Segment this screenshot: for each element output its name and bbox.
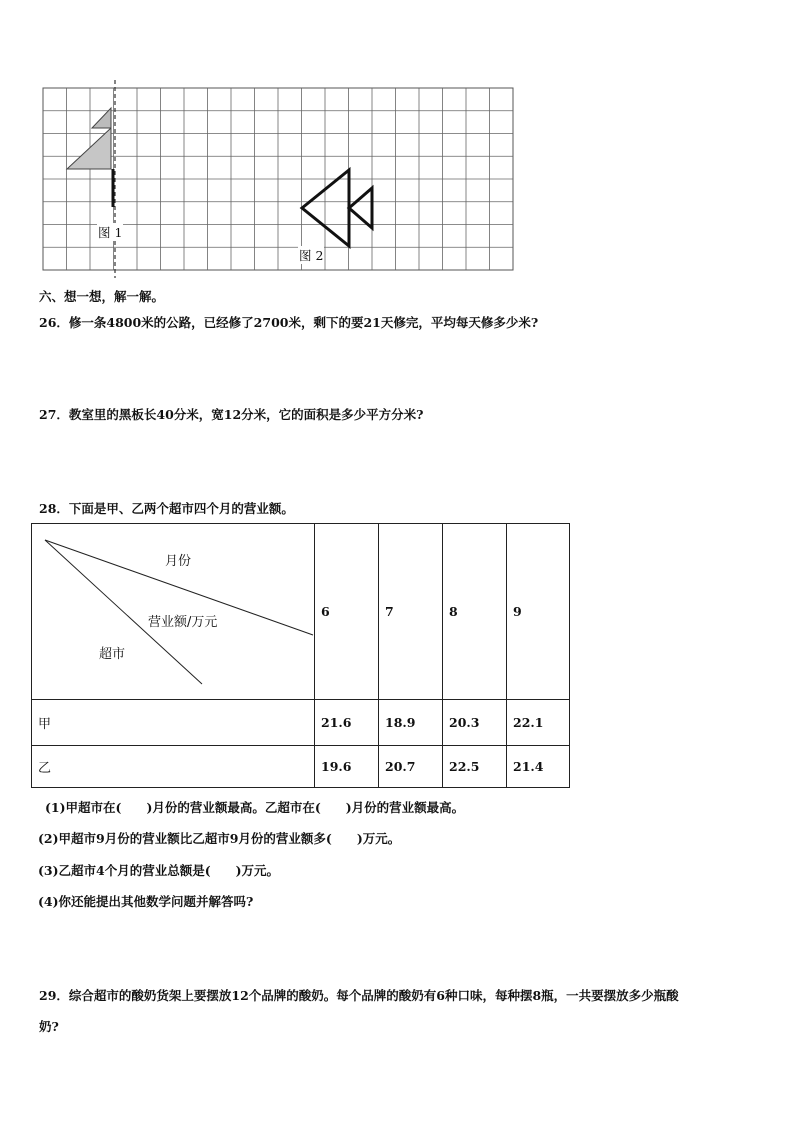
header-sales-label: 营业额/万元 [148,615,218,630]
question-28: 28．下面是甲、乙两个超市四个月的营业额。 [39,501,294,516]
store-name-cell: 乙 [32,746,315,788]
subquestion-2: (2)甲超市9月份的营业额比乙超市9月份的营业额多( )万元。 [38,831,401,846]
value-cell: 20.3 [443,700,507,746]
value-cell: 20.7 [379,746,443,788]
store-name-cell: 甲 [32,700,315,746]
table-row [32,700,570,746]
month-cell: 8 [443,524,507,700]
diagonal-header-cell [32,524,315,700]
value-cell: 22.1 [507,700,570,746]
sales-table [31,523,570,788]
value-cell: 22.5 [443,746,507,788]
subquestion-1: (1)甲超市在( )月份的营业额最高。乙超市在( )月份的营业额最高。 [45,800,465,815]
large-triangle [302,170,349,246]
value-cell: 18.9 [379,700,443,746]
value-cell: 21.6 [315,700,379,746]
subquestion-3: (3)乙超市4个月的营业总额是( )万元。 [38,863,280,878]
table-row [32,746,570,788]
header-store-label: 超市 [99,647,126,662]
question-27: 27．教室里的黑板长40分米，宽12分米，它的面积是多少平方分米? [39,407,424,422]
month-cell: 9 [507,524,570,700]
small-triangle [349,188,372,228]
question-29-line-1: 29．综合超市的酸奶货架上要摆放12个品牌的酸奶。每个品牌的酸奶有6种口味，每种摆8瓶，一共要摆放多少瓶酸 [39,988,679,1003]
figure-label-1: 图 1 [98,225,123,240]
header-month-label: 月份 [165,554,192,569]
value-cell: 21.4 [507,746,570,788]
figure-label-2: 图 2 [299,248,324,263]
month-cell: 6 [315,524,379,700]
shaded-triangle-lower [67,128,111,169]
subquestion-4: (4)你还能提出其他数学问题并解答吗? [38,894,254,909]
question-26: 26．修一条4800米的公路，已经修了2700米，剩下的要21天修完，平均每天修多少米? [39,315,539,330]
section-heading: 六、想一想，解一解。 [39,289,165,304]
grid-figure [40,80,520,280]
month-cell: 7 [379,524,443,700]
table-header-row [32,524,570,700]
question-29-line-2: 奶? [39,1019,59,1034]
value-cell: 19.6 [315,746,379,788]
